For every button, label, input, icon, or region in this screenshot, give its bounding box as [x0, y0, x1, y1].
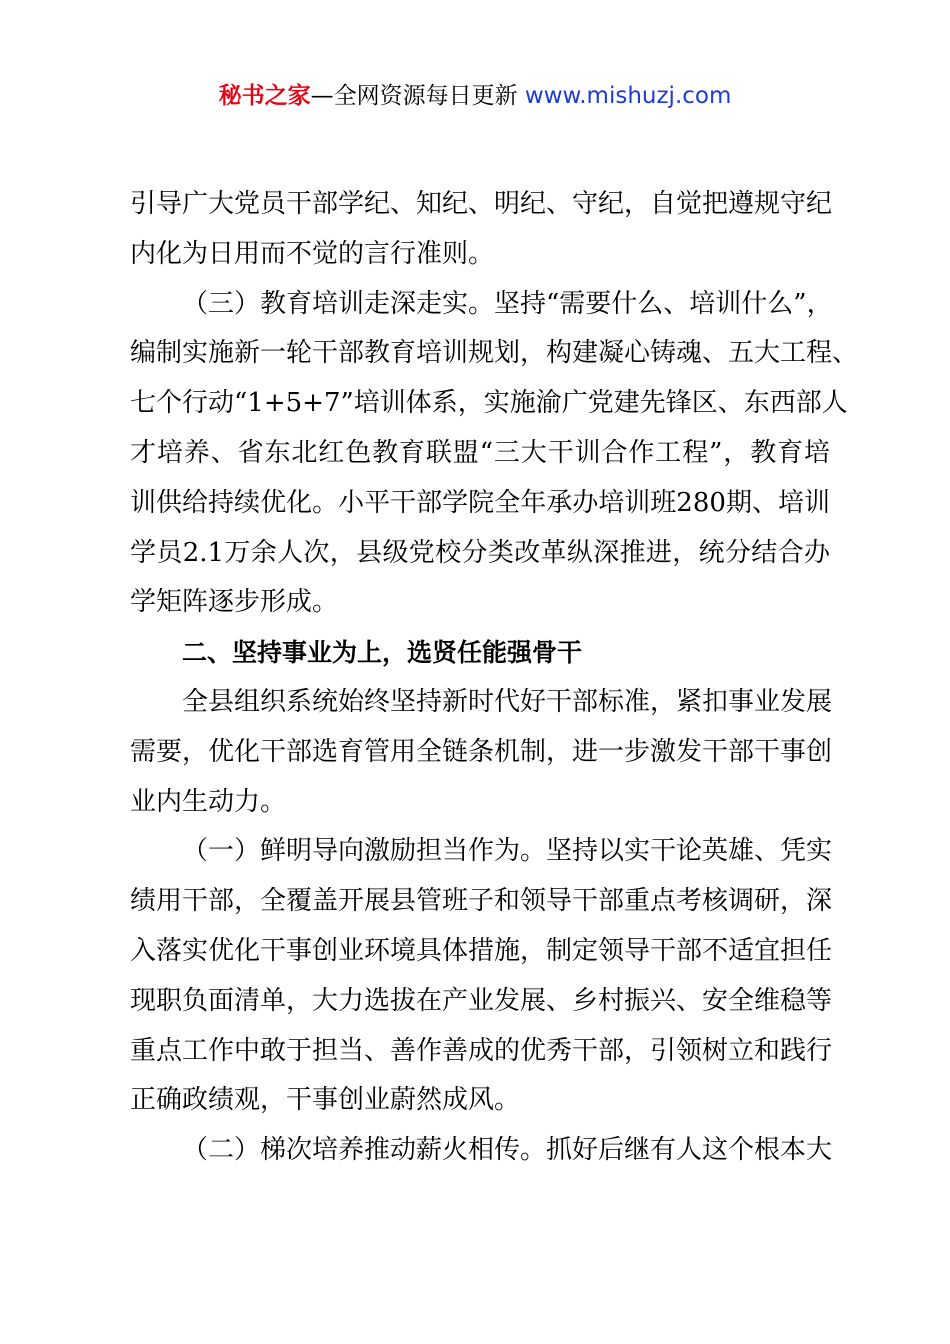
section-heading: 二、坚持事业为上，选贤任能强骨干: [182, 638, 583, 668]
paragraph-line: 才培养、省东北红色教育联盟“三大干训合作工程”，教育培: [130, 437, 830, 468]
paragraph-line: 学员2.1万余人次，县级党校分类改革纵深推进，统分结合办: [130, 537, 830, 568]
paragraph-line: 入落实优化干事创业环境具体措施，制定领导干部不适宜担任: [130, 935, 833, 966]
paragraph-line: （一）鲜明导向激励担当作为。坚持以实干论英雄、凭实: [182, 836, 833, 867]
paragraph-line: 需要，优化干部选育管用全链条机制，进一步激发干部干事创: [130, 736, 833, 767]
paragraph-line: 编制实施新一轮干部教育培训规划，构建凝心铸魂、五大工程、: [130, 338, 859, 369]
paragraph-line: 重点工作中敢于担当、善作善成的优秀干部，引领树立和践行: [130, 1035, 833, 1066]
paragraph-line: 现职负面清单，大力选拔在产业发展、乡村振兴、安全维稳等: [130, 985, 833, 1016]
paragraph-line: （二）梯次培养推动薪火相传。抓好后继有人这个根本大: [182, 1135, 833, 1166]
paragraph-line: 训供给持续优化。小平干部学院全年承办培训班280期、培训: [130, 487, 830, 518]
paragraph-line: 业内生动力。: [130, 786, 287, 817]
document-body: [130, 180, 859, 1176]
header-slogan: —全网资源每日更新: [310, 83, 518, 109]
page-header: [0, 80, 950, 112]
paragraph-line: 绩用干部，全覆盖开展县管班子和领导干部重点考核调研，深: [130, 886, 833, 917]
paragraph-line: 内化为日用而不觉的言行准则。: [130, 238, 495, 269]
paragraph-line: 学矩阵逐步形成。: [130, 587, 339, 618]
brand-name: 秘书之家: [218, 83, 311, 109]
paragraph-line: 引导广大党员干部学纪、知纪、明纪、守纪，自觉把遵规守纪: [130, 189, 833, 219]
paragraph-line: 正确政绩观，干事创业蔚然成风。: [130, 1085, 521, 1116]
paragraph-line: 全县组织系统始终坚持新时代好干部标准，紧扣事业发展: [182, 686, 833, 717]
paragraph-line: （三）教育培训走深走实。坚持“需要什么、培训什么”，: [182, 288, 833, 319]
website-link[interactable]: www.mishuzj.com: [524, 83, 732, 109]
paragraph-line: 七个行动“1+5+7”培训体系，实施渝广党建先锋区、东西部人: [130, 388, 848, 419]
